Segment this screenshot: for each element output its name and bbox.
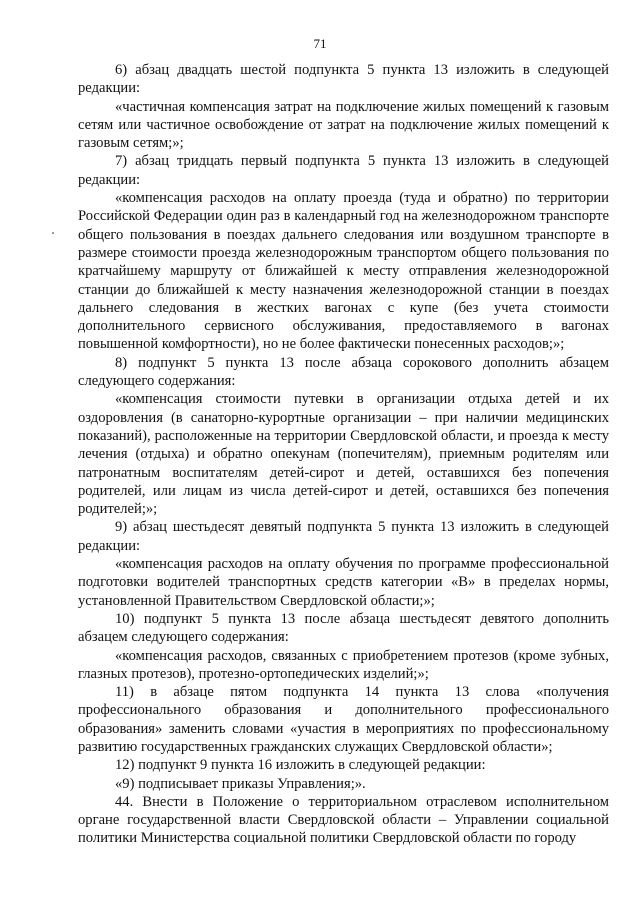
paragraph-item-7-header: 7) абзац тридцать первый подпункта 5 пункта 13 изложить в следующей редакции:: [78, 153, 609, 188]
paragraph-item-12-header: 12) подпункт 9 пункта 16 изложить в следующей редакции:: [115, 757, 486, 774]
scan-artifact-dot: [52, 232, 54, 234]
page-number: 71: [313, 36, 327, 51]
paragraph-section-44: 44. Внести в Положение о территориальном отраслевом исполнительном органе государственной власти Свердловской области – Управлении социальной политики Министерства социальной политики Свердловской области по городу: [78, 793, 609, 847]
paragraph-item-12-text: «9) подписывает приказы Управления;».: [115, 775, 366, 792]
paragraph-item-8-header: 8) подпункт 5 пункта 13 после абзаца сорокового дополнить абзацем следующего содержания:: [78, 354, 609, 390]
document-body: [78, 61, 609, 848]
paragraph-item-11: 11) в абзаце пятом подпункта 14 пункта 13 слова «получения профессионального образования и дополнительного профессионального образования» заменить словами «участия в мероприятиях по профессиональному развитию государственных гражданских служащих Свердловской области»;: [78, 684, 609, 755]
paragraph-item-9-text: «компенсация расходов на оплату обучения по программе профессиональной подготовки водителей транспортных средств категории «В» в пределах нормы, установленной Правительством Свердловской области;»;: [78, 556, 609, 609]
paragraph-item-6-header: 6) абзац двадцать шестой подпункта 5 пункта 13 изложить в следующей редакции:: [78, 62, 609, 97]
paragraph-item-8-text: «компенсация стоимости путевки в организации отдыха детей и их оздоровления (в санаторно-курортные организации – при наличии медицинских показаний), расположенные на территории Свердловской области, и проезда к месту лечения (отдыха) и обратно опекунам (попечителям), приемным родителям или патронатным воспитателям детей-сирот и детей, оставшихся без попечения родителей, или лицам из числа детей-сирот и детей, оставшихся без попечения родителей;»;: [78, 391, 609, 518]
paragraph-item-10-header: 10) подпункт 5 пункта 13 после абзаца шестьдесят девятого дополнить абзацем следующего содержания:: [78, 610, 609, 646]
paragraph-item-7-text: «компенсация расходов на оплату проезда (туда и обратно) по территории Российской Федерации один раз в календарный год на железнодорожном транспорте общего пользования в поездах дальнего следования или воздушном транспорте в размере стоимости проезда железнодорожным транспортом общего пользования по кратчайшему маршруту от ближайшей к месту отправления железнодорожной станции до ближайшей к месту назначения железнодорожной станции в поездах дальнего следования в жестких вагонах с купе (без учета стоимости дополнительного сервисного обслуживания, предоставляемого в вагонах повышенной комфортности), но не более фактически понесенных расходов;»;: [78, 190, 609, 353]
paragraph-item-10-text: «компенсация расходов, связанных с приобретением протезов (кроме зубных, глазных протезов), протезно-ортопедических изделий;»;: [78, 647, 609, 682]
paragraph-item-6-text: «частичная компенсация затрат на подключение жилых помещений к газовым сетям или частичное освобождение от затрат на подключение жилых помещений к газовым сетям;»;: [78, 98, 609, 152]
paragraph-item-9-header: 9) абзац шестьдесят девятый подпункта 5 пункта 13 изложить в следующей редакции:: [78, 519, 609, 554]
